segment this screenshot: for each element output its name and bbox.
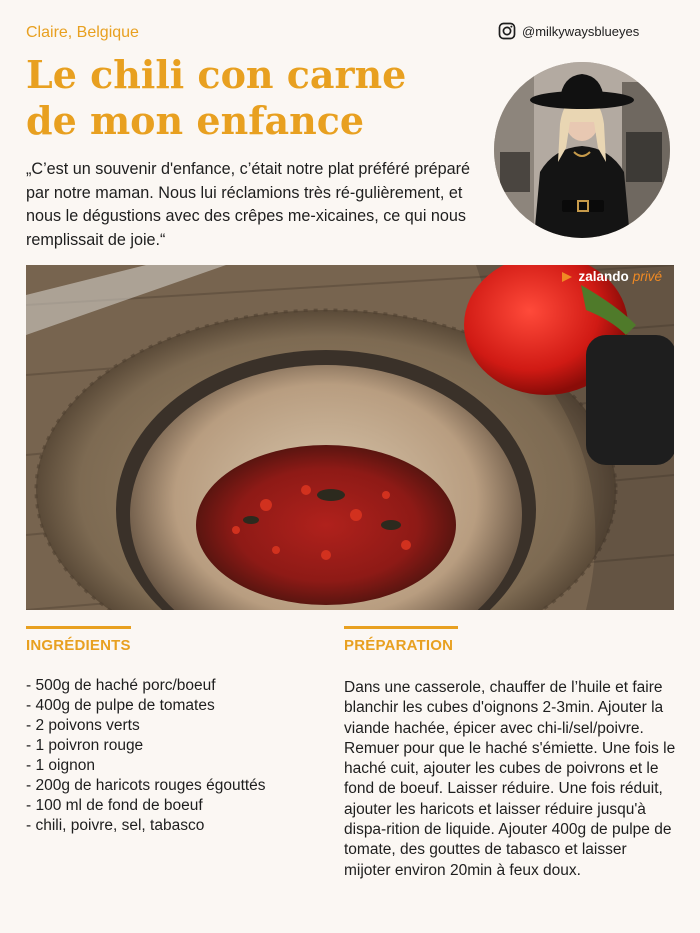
title-line-1: Le chili con carne — [26, 52, 407, 97]
ingredients-rule — [26, 626, 131, 629]
author-location: Claire, Belgique — [26, 24, 139, 41]
title-line-2: de mon enfance — [26, 98, 365, 143]
ingredient-item: - 500g de haché porc/boeuf — [26, 677, 216, 694]
ingredient-item: - 200g de haricots rouges égouttés — [26, 777, 266, 794]
ingredient-item: - 1 poivron rouge — [26, 737, 144, 754]
recipe-title — [26, 52, 486, 144]
quote-text: „C’est un souvenir d'enfance, c’était notre plat préféré préparé par notre maman. Nous lui réclamions très ré-gulièrement, et nous le dégustions avec des crêpes me-xicaines, ce qui nous remplissait de joie.“ — [26, 160, 471, 249]
preparation-rule — [344, 626, 458, 629]
preparation-text: Dans une casserole, chauffer de l’huile et faire blanchir les cubes d'oignons 2-3min. Ajouter la viande hachée, épicer avec chi-li/sel/poivre. Remuer pour que le haché s'émiette. Une fois le haché cuit, ajouter les cubes de poivrons et le fond de boeuf. Laisser réduire. Une fois réduit, ajouter les haricots et laisser réduire jusqu'à dispa-rition de liquide. Ajouter 400g de pulpe de tomate, des gouttes de tabasco et laisser mijoter environ 20min à feux doux. — [344, 679, 676, 879]
ingredient-item: - chili, poivre, sel, tabasco — [26, 817, 205, 834]
ingredients-list — [26, 676, 286, 836]
ingredient-item: - 400g de pulpe de tomates — [26, 697, 215, 714]
ingredient-item: - 1 oignon — [26, 757, 95, 774]
ingredients-heading: INGRÉDIENTS — [26, 637, 131, 654]
brand-name: zalando — [578, 269, 629, 284]
handle-text: @milkywaysblueyes — [522, 23, 640, 39]
brand-sub: privé — [632, 269, 662, 284]
brand-logo-icon — [560, 270, 574, 284]
ingredient-item: - 100 ml de fond de boeuf — [26, 797, 203, 814]
brand-badge — [560, 269, 662, 284]
ingredient-item: - 2 poivons verts — [26, 717, 140, 734]
dish-photo — [26, 265, 674, 610]
preparation-heading: PRÉPARATION — [344, 637, 454, 654]
instagram-handle[interactable] — [498, 22, 639, 40]
author-portrait — [494, 62, 670, 238]
instagram-icon — [498, 22, 516, 40]
